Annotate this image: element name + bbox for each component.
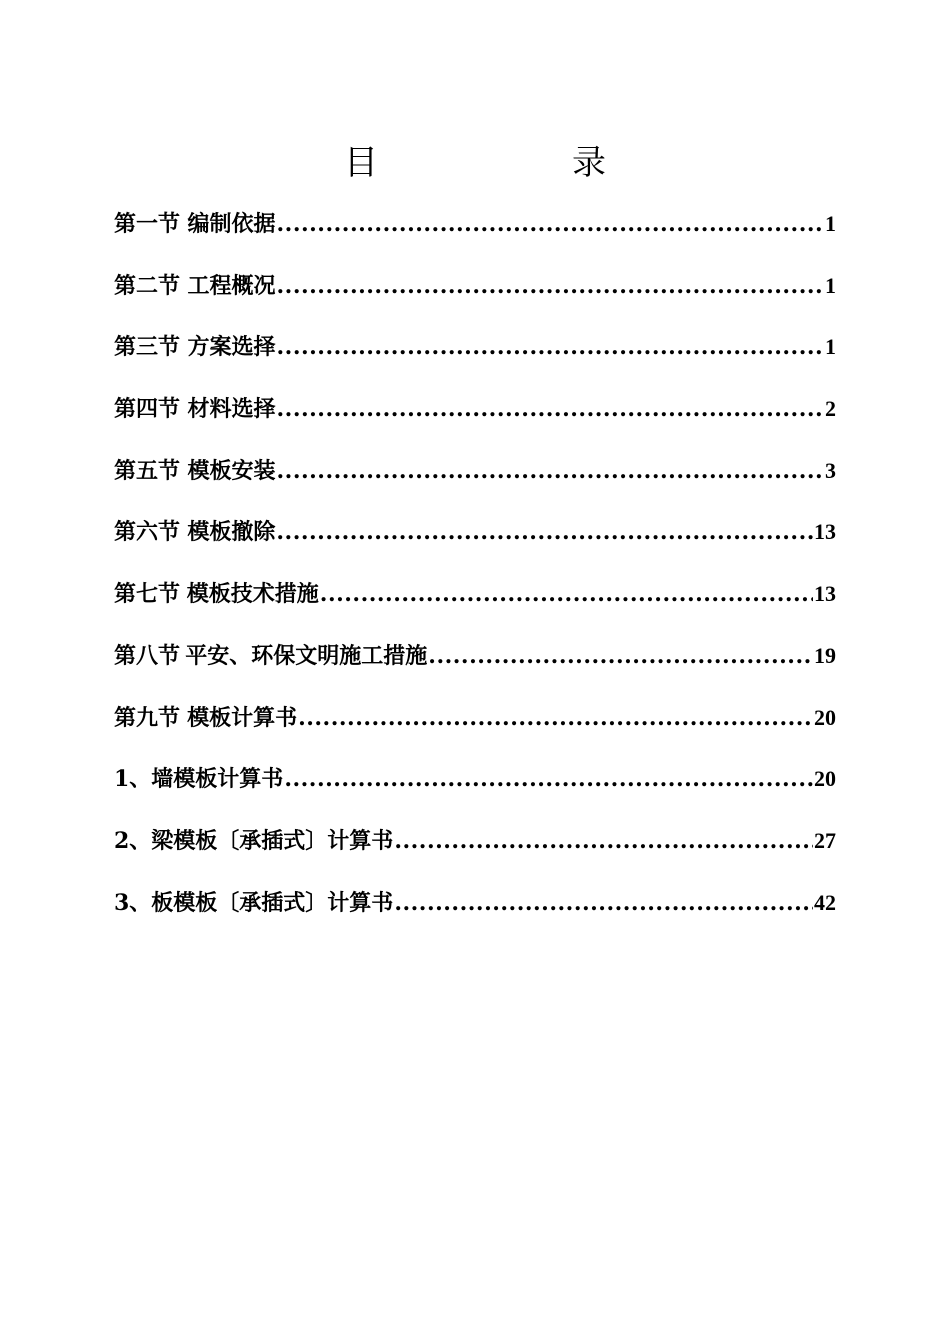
toc-leader-dots: [298, 694, 813, 742]
toc-section-title: 2、梁模板〔承插式〕计算书: [114, 827, 394, 854]
toc-entry-11[interactable]: [114, 817, 836, 879]
toc-page-number: 1: [825, 334, 836, 360]
toc-page-number: 20: [814, 766, 836, 792]
toc-page-number: 1: [825, 272, 836, 298]
toc-section-title: 模板计算书: [187, 704, 298, 731]
toc-section-title: 方案选择: [187, 334, 276, 361]
toc-entry-3[interactable]: [114, 323, 836, 385]
toc-section-number: 第六节: [114, 519, 181, 546]
toc-entry-2[interactable]: [114, 262, 836, 324]
toc-section-number: 第一节: [114, 211, 181, 237]
toc-section-title: 模板撤除: [187, 519, 276, 546]
toc-entry-5[interactable]: [114, 447, 836, 509]
toc-section-title: 平安、环保文明施工措施: [185, 642, 428, 669]
toc-section-number: 第八节: [114, 642, 181, 669]
toc-entry-6[interactable]: [114, 508, 836, 570]
toc-section-number: 第四节: [114, 396, 181, 423]
toc-leader-dots: [277, 447, 824, 495]
toc-leader-dots: [320, 570, 813, 618]
toc-entry-9[interactable]: [114, 694, 836, 756]
toc-entry-7[interactable]: [114, 570, 836, 632]
toc-page-number: 42: [814, 889, 836, 915]
toc-leader-dots: [276, 508, 813, 556]
toc-section-title: 模板安装: [187, 457, 276, 484]
toc-leader-dots: [277, 385, 824, 433]
toc-entry-1[interactable]: [114, 200, 836, 262]
toc-section-number: 第九节: [114, 704, 181, 731]
page-title: 目 录: [344, 143, 686, 183]
toc-section-title: 3、板模板〔承插式〕计算书: [114, 889, 394, 916]
toc-entry-8[interactable]: [114, 632, 836, 694]
toc-page-number: 19: [814, 642, 836, 668]
toc-leader-dots: [277, 262, 824, 310]
toc-section-title: 材料选择: [187, 396, 276, 423]
toc-section-number: 第七节: [114, 581, 181, 608]
toc-entry-4[interactable]: [114, 385, 836, 447]
toc-entry-12[interactable]: [114, 879, 836, 941]
toc-page-number: 13: [814, 519, 836, 545]
toc-page-number: 3: [825, 457, 836, 483]
toc-section-title: 1、墙模板计算书: [114, 766, 284, 793]
toc-section-number: 第五节: [114, 457, 181, 484]
toc-leader-dots: [284, 755, 813, 803]
toc-leader-dots: [428, 632, 813, 680]
toc-page-number: 1: [825, 211, 836, 236]
toc-section-title: 工程概况: [187, 272, 276, 299]
toc-leader-dots: [394, 879, 813, 927]
toc-page-number: 20: [814, 704, 836, 730]
toc-section-number: 第三节: [114, 334, 181, 361]
toc-page-number: 27: [814, 827, 836, 853]
toc-section-title: 模板技术措施: [186, 581, 319, 608]
toc-entry-10[interactable]: [114, 755, 836, 817]
toc-page-number: 13: [814, 581, 836, 607]
toc-section-title: 编制依据: [187, 211, 276, 237]
toc-page-number: 2: [825, 396, 836, 422]
table-of-contents: [114, 200, 836, 940]
toc-leader-dots: [277, 200, 824, 248]
toc-section-number: 第二节: [114, 272, 181, 299]
toc-leader-dots: [277, 323, 824, 371]
toc-leader-dots: [394, 817, 813, 865]
